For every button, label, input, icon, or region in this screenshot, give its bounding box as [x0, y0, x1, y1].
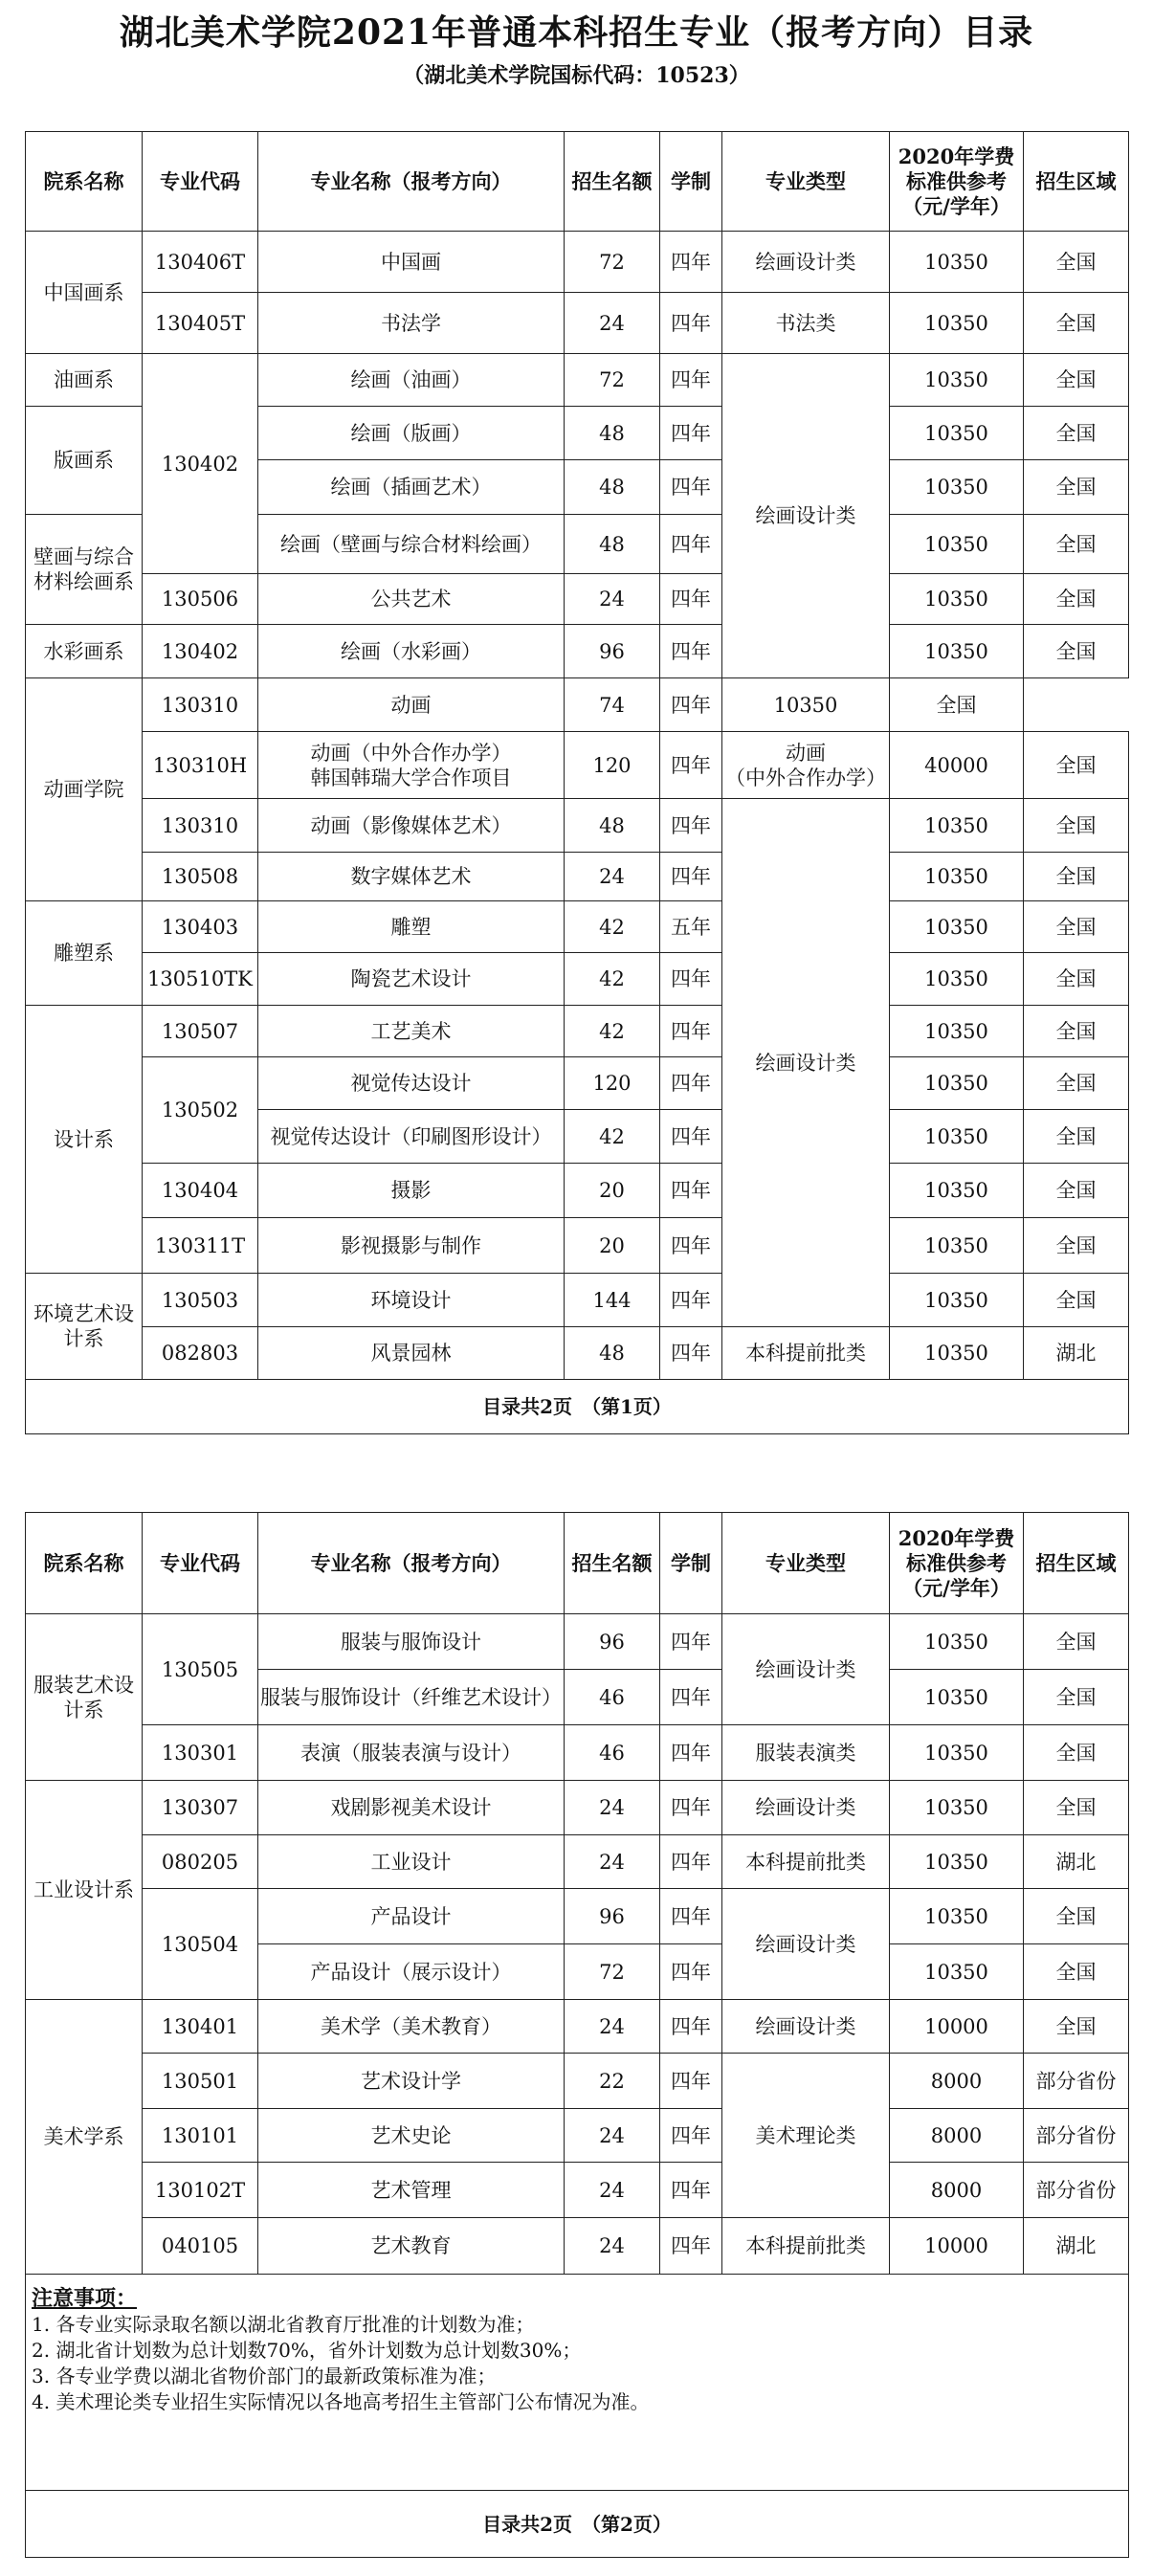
quota-cell: 72 — [565, 232, 660, 293]
note-item: 4. 美术理论类专业招生实际情况以各地高考招生主管部门公布情况为准。 — [32, 2390, 650, 2413]
years-cell: 四年 — [660, 799, 722, 853]
table-row — [26, 1835, 1129, 1889]
notes-title: 注意事项： — [32, 2286, 138, 2311]
region-cell: 全国 — [1024, 293, 1129, 354]
table-row — [26, 678, 1129, 732]
years-cell: 四年 — [660, 1889, 722, 1944]
major-cell: 书法学 — [258, 293, 565, 354]
years-cell: 四年 — [660, 460, 722, 515]
header-fee — [890, 132, 1024, 232]
fee-cell: 10350 — [890, 407, 1024, 460]
code-cell: 040105 — [143, 2218, 258, 2275]
header-quota: 招生名额 — [565, 132, 660, 232]
quota-cell: 48 — [565, 460, 660, 515]
code-cell: 130504 — [143, 1889, 258, 2000]
fee-cell: 10350 — [890, 953, 1024, 1006]
region-cell: 全国 — [1024, 1218, 1129, 1274]
code-cell: 130505 — [143, 1614, 258, 1725]
header-dept: 院系名称 — [26, 1513, 143, 1614]
quota-cell: 24 — [565, 574, 660, 625]
quota-cell: 48 — [565, 1327, 660, 1380]
region-cell: 全国 — [1024, 901, 1129, 953]
region-cell: 全国 — [1024, 232, 1129, 293]
region-cell: 全国 — [1024, 407, 1129, 460]
major-line2: 韩国韩瑞大学合作项目 — [310, 766, 512, 789]
major-cell: 戏剧影视美术设计 — [258, 1781, 565, 1835]
table-row — [26, 625, 1129, 678]
major-cell: 风景园林 — [258, 1327, 565, 1380]
fee-cell: 10350 — [890, 1057, 1024, 1110]
major-cell: 服装与服饰设计 — [258, 1614, 565, 1670]
quota-cell: 24 — [565, 2218, 660, 2275]
fee-cell: 10350 — [890, 1006, 1024, 1057]
fee-cell: 10350 — [890, 1614, 1024, 1670]
table-row — [26, 1614, 1129, 1670]
type-cell: 绘画设计类 — [722, 1781, 890, 1835]
notes-row — [26, 2275, 1129, 2491]
page-footer: 目录共2页 （第1页） — [26, 1380, 1129, 1434]
code-cell: 130406T — [143, 232, 258, 293]
region-cell: 湖北 — [1024, 2218, 1129, 2275]
type-line1: 动画 — [786, 741, 826, 765]
quota-cell: 96 — [565, 625, 660, 678]
years-cell: 四年 — [660, 678, 722, 732]
quota-cell: 46 — [565, 1725, 660, 1781]
region-cell: 全国 — [1024, 853, 1129, 901]
table-row — [26, 1781, 1129, 1835]
years-cell: 四年 — [660, 1057, 722, 1110]
quota-cell: 42 — [565, 901, 660, 953]
quota-cell: 20 — [565, 1164, 660, 1218]
major-cell: 艺术设计学 — [258, 2054, 565, 2109]
code-cell: 130311T — [143, 1218, 258, 1274]
years-cell: 四年 — [660, 1725, 722, 1781]
major-cell: 视觉传达设计 — [258, 1057, 565, 1110]
region-cell: 部分省份 — [1024, 2163, 1129, 2218]
code-cell: 130310 — [143, 799, 258, 853]
fee-cell: 10350 — [890, 1110, 1024, 1164]
region-cell: 全国 — [1024, 1164, 1129, 1218]
fee-cell: 10350 — [890, 1889, 1024, 1944]
years-cell: 四年 — [660, 2109, 722, 2163]
code-cell: 130310 — [143, 678, 258, 732]
major-cell: 产品设计 — [258, 1889, 565, 1944]
years-cell: 四年 — [660, 293, 722, 354]
region-cell: 全国 — [1024, 460, 1129, 515]
major-cell: 绘画（壁画与综合材料绘画） — [258, 515, 565, 574]
table-row — [26, 232, 1129, 293]
fee-cell: 8000 — [890, 2163, 1024, 2218]
header-fee — [890, 1513, 1024, 1614]
catalog-table-page-1 — [25, 131, 1129, 1434]
table-row — [26, 732, 1129, 799]
region-cell: 全国 — [1024, 799, 1129, 853]
code-cell: 130301 — [143, 1725, 258, 1781]
code-cell: 130401 — [143, 2000, 258, 2054]
major-cell: 影视摄影与制作 — [258, 1218, 565, 1274]
page-title: 湖北美术学院2021年普通本科招生专业（报考方向）目录 — [119, 12, 1034, 53]
fee-cell: 10350 — [890, 574, 1024, 625]
notes-cell — [26, 2275, 1129, 2491]
quota-cell: 42 — [565, 953, 660, 1006]
type-cell: 美术理论类 — [722, 2054, 890, 2218]
quota-cell: 24 — [565, 853, 660, 901]
years-cell: 四年 — [660, 574, 722, 625]
table-row — [26, 1164, 1129, 1218]
code-cell: 130405T — [143, 293, 258, 354]
code-cell: 130507 — [143, 1006, 258, 1057]
dept-cell: 油画系 — [26, 354, 143, 407]
major-cell: 工业设计 — [258, 1835, 565, 1889]
region-cell: 全国 — [1024, 574, 1129, 625]
fee-cell: 10350 — [890, 293, 1024, 354]
major-cell: 表演（服装表演与设计） — [258, 1725, 565, 1781]
major-cell: 摄影 — [258, 1164, 565, 1218]
header-years: 学制 — [660, 132, 722, 232]
table-row — [26, 853, 1129, 901]
code-cell: 130501 — [143, 2054, 258, 2109]
quota-cell: 120 — [565, 732, 660, 799]
header-fee-line2: 标准供参考 — [906, 168, 1007, 193]
fee-cell: 10350 — [890, 1944, 1024, 2000]
region-cell: 部分省份 — [1024, 2054, 1129, 2109]
quota-cell: 24 — [565, 1835, 660, 1889]
fee-cell: 10350 — [890, 853, 1024, 901]
header-major: 专业名称（报考方向） — [258, 1513, 565, 1614]
major-cell: 公共艺术 — [258, 574, 565, 625]
table-row — [26, 2218, 1129, 2275]
note-item: 2. 湖北省计划数为总计划数70%，省外计划数为总计划数30%； — [32, 2339, 582, 2362]
fee-cell: 10350 — [890, 460, 1024, 515]
years-cell: 四年 — [660, 953, 722, 1006]
table-row — [26, 2163, 1129, 2218]
code-cell: 130404 — [143, 1164, 258, 1218]
header-fee-line3: （元/学年） — [902, 193, 1010, 218]
fee-cell: 10350 — [890, 1781, 1024, 1835]
quota-cell: 48 — [565, 799, 660, 853]
code-cell: 130101 — [143, 2109, 258, 2163]
region-cell: 全国 — [1024, 1110, 1129, 1164]
quota-cell: 24 — [565, 293, 660, 354]
fee-cell: 10350 — [890, 1274, 1024, 1327]
years-cell: 四年 — [660, 2000, 722, 2054]
table-row — [26, 799, 1129, 853]
quota-cell: 24 — [565, 1781, 660, 1835]
major-cell: 绘画（插画艺术） — [258, 460, 565, 515]
code-cell: 130508 — [143, 853, 258, 901]
major-cell: 艺术管理 — [258, 2163, 565, 2218]
table-row — [26, 1889, 1129, 1944]
major-cell: 绘画（版画） — [258, 407, 565, 460]
fee-cell: 10350 — [890, 232, 1024, 293]
region-cell: 全国 — [1024, 953, 1129, 1006]
major-line1: 动画（中外合作办学） — [310, 741, 512, 765]
header-quota: 招生名额 — [565, 1513, 660, 1614]
fee-cell: 10350 — [890, 1725, 1024, 1781]
region-cell: 全国 — [1024, 354, 1129, 407]
header-fee-line1: 2020年学费 — [898, 1525, 1015, 1550]
type-cell: 书法类 — [722, 293, 890, 354]
fee-cell: 10350 — [890, 625, 1024, 678]
table-row — [26, 953, 1129, 1006]
table-row — [26, 2109, 1129, 2163]
code-cell: 130510TK — [143, 953, 258, 1006]
code-cell: 130502 — [143, 1057, 258, 1164]
type-line2: （中外合作办学） — [725, 766, 886, 789]
fee-cell: 10350 — [890, 515, 1024, 574]
years-cell: 四年 — [660, 1614, 722, 1670]
type-cell: 绘画设计类 — [722, 232, 890, 293]
table-row — [26, 574, 1129, 625]
quota-cell: 120 — [565, 1057, 660, 1110]
page-footer-row — [26, 2491, 1129, 2558]
note-item: 1. 各专业实际录取名额以湖北省教育厅批准的计划数为准； — [32, 2313, 535, 2336]
fee-cell: 10350 — [890, 1218, 1024, 1274]
dept-cell: 服装艺术设计系 — [26, 1614, 143, 1781]
quota-cell: 96 — [565, 1889, 660, 1944]
code-cell: 080205 — [143, 1835, 258, 1889]
quota-cell: 72 — [565, 354, 660, 407]
major-cell: 服装与服饰设计（纤维艺术设计） — [258, 1670, 565, 1725]
table-row — [26, 901, 1129, 953]
years-cell: 四年 — [660, 407, 722, 460]
code-cell: 130506 — [143, 574, 258, 625]
quota-cell: 48 — [565, 407, 660, 460]
dept-cell: 工业设计系 — [26, 1781, 143, 2000]
major-cell: 艺术史论 — [258, 2109, 565, 2163]
years-cell: 四年 — [660, 515, 722, 574]
code-cell: 130402 — [143, 625, 258, 678]
region-cell: 全国 — [1024, 625, 1129, 678]
region-cell: 全国 — [1024, 2000, 1129, 2054]
years-cell: 四年 — [660, 1835, 722, 1889]
years-cell: 四年 — [660, 1164, 722, 1218]
quota-cell: 20 — [565, 1218, 660, 1274]
table-row — [26, 2000, 1129, 2054]
region-cell: 湖北 — [1024, 1327, 1129, 1380]
fee-cell: 10000 — [890, 2000, 1024, 2054]
table-row — [26, 293, 1129, 354]
region-cell: 部分省份 — [1024, 2109, 1129, 2163]
header-fee-line2: 标准供参考 — [906, 1550, 1007, 1575]
fee-cell: 10350 — [890, 901, 1024, 953]
header-type: 专业类型 — [722, 132, 890, 232]
major-cell: 绘画（油画） — [258, 354, 565, 407]
header-region: 招生区域 — [1024, 1513, 1129, 1614]
table-row — [26, 2054, 1129, 2109]
dept-cell: 设计系 — [26, 1006, 143, 1274]
major-cell: 动画（影像媒体艺术） — [258, 799, 565, 853]
code-cell: 130403 — [143, 901, 258, 953]
catalog-table-page-2 — [25, 1512, 1129, 2558]
region-cell: 全国 — [1024, 1057, 1129, 1110]
region-cell: 全国 — [1024, 732, 1129, 799]
region-cell: 湖北 — [1024, 1835, 1129, 1889]
page-footer: 目录共2页 （第2页） — [26, 2491, 1129, 2558]
fee-cell: 10350 — [890, 1164, 1024, 1218]
region-cell: 全国 — [1024, 1614, 1129, 1670]
table-row — [26, 1725, 1129, 1781]
note-item: 3. 各专业学费以湖北省物价部门的最新政策标准为准； — [32, 2365, 497, 2387]
region-cell: 全国 — [1024, 1274, 1129, 1327]
header-region: 招生区域 — [1024, 132, 1129, 232]
quota-cell: 72 — [565, 1944, 660, 2000]
years-cell: 四年 — [660, 2054, 722, 2109]
dept-cell: 雕塑系 — [26, 901, 143, 1006]
type-cell — [722, 732, 890, 799]
region-cell: 全国 — [1024, 1944, 1129, 2000]
years-cell: 四年 — [660, 354, 722, 407]
years-cell: 四年 — [660, 1670, 722, 1725]
table-header-row — [26, 1513, 1129, 1614]
major-cell: 环境设计 — [258, 1274, 565, 1327]
years-cell: 四年 — [660, 1327, 722, 1380]
major-cell: 陶瓷艺术设计 — [258, 953, 565, 1006]
region-cell: 全国 — [1024, 1889, 1129, 1944]
major-cell: 动画 — [258, 678, 565, 732]
major-cell: 数字媒体艺术 — [258, 853, 565, 901]
years-cell: 四年 — [660, 1274, 722, 1327]
header-major: 专业名称（报考方向） — [258, 132, 565, 232]
header-dept: 院系名称 — [26, 132, 143, 232]
fee-cell: 10350 — [890, 354, 1024, 407]
quota-cell: 24 — [565, 2000, 660, 2054]
major-cell: 艺术教育 — [258, 2218, 565, 2275]
code-cell: 082803 — [143, 1327, 258, 1380]
major-cell: 中国画 — [258, 232, 565, 293]
region-cell: 全国 — [1024, 1725, 1129, 1781]
code-cell: 130402 — [143, 354, 258, 574]
years-cell: 四年 — [660, 1006, 722, 1057]
page-footer-row — [26, 1380, 1129, 1434]
major-cell: 绘画（水彩画） — [258, 625, 565, 678]
table-row — [26, 1327, 1129, 1380]
code-cell: 130102T — [143, 2163, 258, 2218]
code-cell: 130503 — [143, 1274, 258, 1327]
dept-cell: 动画学院 — [26, 678, 143, 901]
dept-cell: 壁画与综合材料绘画系 — [26, 515, 143, 625]
dept-cell: 环境艺术设计系 — [26, 1274, 143, 1380]
major-cell — [258, 732, 565, 799]
major-cell: 视觉传达设计（印刷图形设计） — [258, 1110, 565, 1164]
region-cell: 全国 — [1024, 515, 1129, 574]
fee-cell: 10350 — [890, 799, 1024, 853]
type-cell: 服装表演类 — [722, 1725, 890, 1781]
dept-cell: 美术学系 — [26, 2000, 143, 2275]
quota-cell: 42 — [565, 1110, 660, 1164]
table-row — [26, 1057, 1129, 1110]
dept-cell: 版画系 — [26, 407, 143, 515]
header-code: 专业代码 — [143, 132, 258, 232]
major-cell: 产品设计（展示设计） — [258, 1944, 565, 2000]
quota-cell: 96 — [565, 1614, 660, 1670]
quota-cell: 22 — [565, 2054, 660, 2109]
code-cell: 130310H — [143, 732, 258, 799]
years-cell: 四年 — [660, 1944, 722, 2000]
dept-cell: 水彩画系 — [26, 625, 143, 678]
type-cell: 本科提前批类 — [722, 2218, 890, 2275]
years-cell: 四年 — [660, 625, 722, 678]
type-cell: 绘画设计类 — [722, 1614, 890, 1725]
years-cell: 五年 — [660, 901, 722, 953]
type-cell: 绘画设计类 — [722, 2000, 890, 2054]
table-row — [26, 1006, 1129, 1057]
major-cell: 工艺美术 — [258, 1006, 565, 1057]
header-fee-line3: （元/学年） — [902, 1575, 1010, 1600]
fee-cell: 10350 — [722, 678, 890, 732]
region-cell: 全国 — [890, 678, 1024, 732]
header-type: 专业类型 — [722, 1513, 890, 1614]
years-cell: 四年 — [660, 1218, 722, 1274]
years-cell: 四年 — [660, 1781, 722, 1835]
dept-cell: 中国画系 — [26, 232, 143, 354]
fee-cell: 10350 — [890, 1670, 1024, 1725]
table-header-row — [26, 132, 1129, 232]
major-cell: 雕塑 — [258, 901, 565, 953]
page-subtitle: （湖北美术学院国标代码：10523） — [403, 63, 750, 88]
type-cell: 绘画设计类 — [722, 354, 890, 678]
region-cell: 全国 — [1024, 1670, 1129, 1725]
years-cell: 四年 — [660, 2218, 722, 2275]
type-cell: 绘画设计类 — [722, 799, 890, 1327]
quota-cell: 48 — [565, 515, 660, 574]
header-fee-line1: 2020年学费 — [898, 144, 1015, 168]
quota-cell: 144 — [565, 1274, 660, 1327]
fee-cell: 10350 — [890, 1835, 1024, 1889]
header-code: 专业代码 — [143, 1513, 258, 1614]
major-cell: 美术学（美术教育） — [258, 2000, 565, 2054]
fee-cell: 10350 — [890, 1327, 1024, 1380]
table-row — [26, 354, 1129, 407]
fee-cell: 10000 — [890, 2218, 1024, 2275]
quota-cell: 24 — [565, 2109, 660, 2163]
header-years: 学制 — [660, 1513, 722, 1614]
type-cell: 本科提前批类 — [722, 1835, 890, 1889]
table-row — [26, 1218, 1129, 1274]
table-row — [26, 1274, 1129, 1327]
years-cell: 四年 — [660, 232, 722, 293]
quota-cell: 24 — [565, 2163, 660, 2218]
quota-cell: 74 — [565, 678, 660, 732]
quota-cell: 46 — [565, 1670, 660, 1725]
fee-cell: 8000 — [890, 2054, 1024, 2109]
years-cell: 四年 — [660, 1110, 722, 1164]
years-cell: 四年 — [660, 853, 722, 901]
type-cell: 绘画设计类 — [722, 1889, 890, 2000]
code-cell: 130307 — [143, 1781, 258, 1835]
type-cell: 本科提前批类 — [722, 1327, 890, 1380]
fee-cell: 40000 — [890, 732, 1024, 799]
region-cell: 全国 — [1024, 1781, 1129, 1835]
region-cell: 全国 — [1024, 1006, 1129, 1057]
years-cell: 四年 — [660, 732, 722, 799]
quota-cell: 42 — [565, 1006, 660, 1057]
years-cell: 四年 — [660, 2163, 722, 2218]
fee-cell: 8000 — [890, 2109, 1024, 2163]
